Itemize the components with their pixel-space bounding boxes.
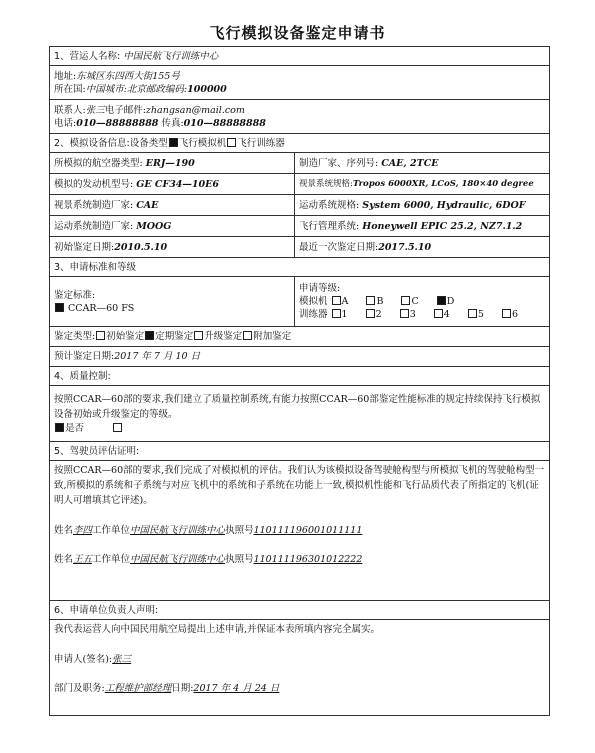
initial-date-cell: 初始鉴定日期:2010.5.10 [50,237,295,258]
inspection-type-cell: 鉴定类型: 初始鉴定 定期鉴定 升级鉴定 附加鉴定 [50,327,550,347]
quality-control-text: 按照CCAR—60部的要求,我们建立了质量控制系统,有能力按照CCAR—60部鉴定性能标准的规定持续保持飞行模拟设备初始或升级鉴定的等级。 [54,394,541,420]
visual-spec-value: Tropos 6000XR, LCoS, 180×40 degree [352,178,534,189]
standard-cell: 鉴定标准: CCAR—60 FS [50,277,295,327]
motion-spec-value: System 6000, Hydraulic, 6DOF [362,199,526,211]
visual-spec-cell: 视景系统规格:Tropos 6000XR, LCoS, 180×40 degree [295,174,550,195]
email-value: zhangsan@mail.com [145,104,245,116]
checkbox-simulator[interactable] [169,138,178,147]
aircraft-value: ERJ—190 [145,157,195,169]
manufacturer-cell: 制造厂家、序列号: CAE, 2TCE [295,153,550,174]
checkbox-periodic[interactable] [145,331,154,340]
visual-maker-cell: 视景系统制造厂家: CAE [50,195,295,216]
section-1-heading: 1、营运人名称: 中国民航飞行训练中心 [50,47,550,66]
checkbox-trainer-4[interactable] [434,309,443,318]
checkbox-trainer[interactable] [227,138,236,147]
engine-cell: 模拟的发动机型号: GE CF34—10E6 [50,174,295,195]
address-cell: 地址:东城区东四西大街155号 所在国:中国城市:北京邮政编码:100000 [50,66,550,100]
section-2-heading: 2、模拟设备信息:设备类型 飞行模拟机 飞行训练器 [50,134,550,153]
applicant-line: 申请人(签名):张三 [54,654,132,665]
checkbox-trainer-6[interactable] [502,309,511,318]
evaluator-2: 姓名王五工作单位中国民航飞行训练中心执照号110111196301012222 [54,554,363,565]
address-value: 东城区东四西大街155号 [76,70,180,82]
department-line: 部门及职务:工程维护部经理日期:2017 年 4 月 24 日 [54,683,280,694]
level-cell: 申请等级: 模拟机 A B C D 训练器 1 2 3 4 5 6 [295,277,550,327]
motion-maker-cell: 运动系统制造厂家: MOOG [50,216,295,237]
postcode-value: 100000 [187,83,227,95]
pilot-evaluation-cell [50,461,550,601]
checkbox-trainer-5[interactable] [468,309,477,318]
pilot-evaluation-text: 按照CCAR—60部的要求,我们完成了对模拟机的评估。我们认为该模拟设备驾驶舱构型与所模拟飞机的驾驶舱构型一致,所模拟的系统和子系统与对应飞机中的系统和子系统在功能上一致,模拟机性能和飞行品质代表了所指定的飞机(证明人可增填其它评述)。 [54,465,545,506]
fms-value: Honeywell EPIC 25.2, NZ7.1.2 [362,220,523,232]
checkbox-no[interactable] [113,423,122,432]
checkbox-level-c[interactable] [401,296,410,305]
quality-control-cell: 按照CCAR—60部的要求,我们建立了质量控制系统,有能力按照CCAR—60部鉴定性能标准的规定持续保持飞行模拟设备初始或升级鉴定的等级。 是否 [50,386,550,442]
fms-cell: 飞行管理系统: Honeywell EPIC 25.2, NZ7.1.2 [295,216,550,237]
section-5-heading: 5、驾驶员评估证明: [50,442,550,461]
initial-date-value: 2010.5.10 [114,241,168,253]
checkbox-upgrade[interactable] [194,331,203,340]
evaluator-1: 姓名李四工作单位中国民航飞行训练中心执照号110111196001011111 [54,525,363,536]
section-3-heading: 3、申请标准和等级 [50,258,550,277]
declaration-text: 我代表运营人向中国民用航空局提出上述申请,并保证本表所填内容完全属实。 [54,624,381,635]
section-4-heading: 4、质量控制: [50,367,550,386]
city-value: 中国城市:北京邮政编码: [85,83,188,95]
application-form [49,46,550,716]
recent-date-cell: 最近一次鉴定日期:2017.5.10 [295,237,550,258]
phone-value: 010—88888888 [76,117,159,129]
checkbox-initial[interactable] [96,331,105,340]
checkbox-yes[interactable] [55,423,64,432]
checkbox-standard[interactable] [55,303,64,312]
declaration-date: 2017 年 4 月 24 日 [193,683,280,694]
checkbox-level-a[interactable] [332,296,341,305]
motion-spec-cell: 运动系统规格: System 6000, Hydraulic, 6DOF [295,195,550,216]
checkbox-level-d[interactable] [437,296,446,305]
planned-date-value: 2017 年 7 月 10 日 [114,351,201,362]
visual-maker-value: CAE [136,199,159,211]
contact-cell: 联系人:张三电子邮件:zhangsan@mail.com 电话:010—88888888 传真:010—88888888 [50,100,550,134]
standard-value: CCAR—60 FS [68,302,135,314]
aircraft-cell: 所模拟的航空器类型: ERJ—190 [50,153,295,174]
checkbox-trainer-3[interactable] [400,309,409,318]
motion-maker-value: MOOG [136,220,172,232]
page-title: 飞行模拟设备鉴定申请书 [209,24,386,42]
manufacturer-value: CAE, 2TCE [381,157,439,169]
fax-value: 010—88888888 [183,117,266,129]
department-value: 工程维护部经理 [104,683,172,694]
checkbox-trainer-2[interactable] [366,309,375,318]
recent-date-value: 2017.5.10 [378,241,432,253]
planned-date-cell: 预计鉴定日期:2017 年 7 月 10 日 [50,347,550,367]
section-6-heading: 6、申请单位负责人声明: [50,601,550,620]
operator-name: 中国民航飞行训练中心 [123,50,219,62]
engine-value: GE CF34—10E6 [136,178,219,190]
applicant-value: 张三 [112,654,132,665]
declaration-cell [50,620,550,716]
contact-value: 张三 [85,104,105,116]
checkbox-level-b[interactable] [366,296,375,305]
checkbox-additional[interactable] [243,331,252,340]
checkbox-trainer-1[interactable] [332,309,341,318]
